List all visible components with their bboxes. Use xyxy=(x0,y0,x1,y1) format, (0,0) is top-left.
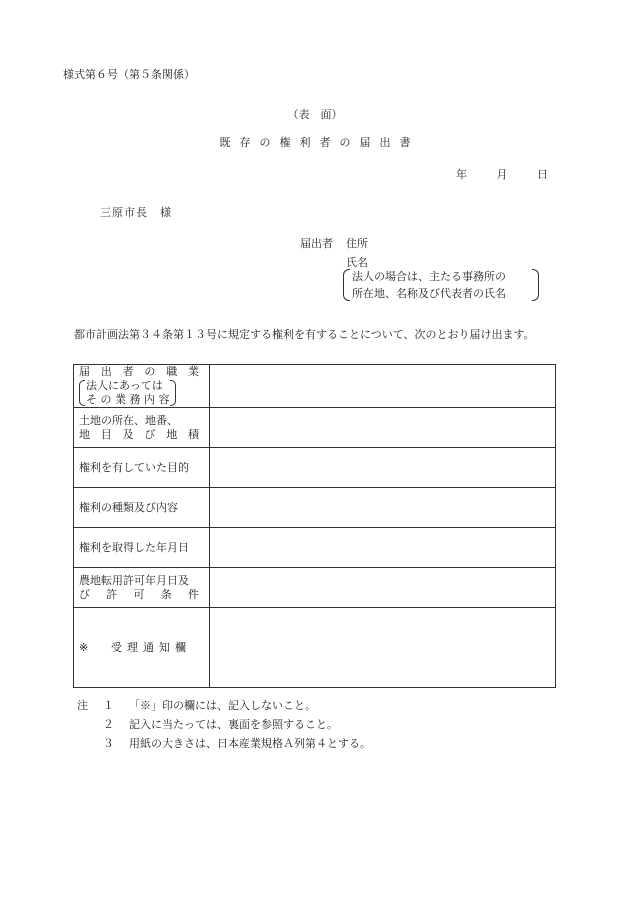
land-input-cell[interactable] xyxy=(210,408,556,448)
table-row xyxy=(74,488,556,528)
table-row xyxy=(74,448,556,488)
farmland-label-line2: び 許 可 条 件 xyxy=(79,587,199,601)
farmland-label-line1: 農地転用許可年月日及 xyxy=(79,573,189,587)
note-text: 「※」印の欄には、記入しないこと。 xyxy=(129,699,316,712)
receipt-notice-cell xyxy=(210,608,556,688)
table-row xyxy=(74,608,556,688)
form-number: 様式第６号（第５条関係） xyxy=(63,68,195,81)
land-label-line1: 土地の所在、地番、 xyxy=(79,413,178,427)
receipt-label: 受理通知欄 xyxy=(111,640,191,654)
right-bracket xyxy=(532,269,539,301)
filer-name-label: 氏名 xyxy=(346,256,368,269)
table-row xyxy=(74,365,556,408)
note-number: １ xyxy=(103,699,114,712)
left-bracket xyxy=(343,269,350,301)
occupation-input-cell[interactable] xyxy=(210,365,556,408)
table-row xyxy=(74,528,556,568)
corporate-note xyxy=(343,268,539,302)
side-label: （表 面） xyxy=(287,108,343,121)
occupation-label-line3: そ の 業 務 内 容 xyxy=(86,393,170,406)
note-text: 用紙の大きさは、日本産業規格Ａ列第４とする。 xyxy=(129,737,371,750)
note-number: ２ xyxy=(103,718,114,731)
addressee: 三原市長 様 xyxy=(100,206,172,219)
date-month-label: 月 xyxy=(496,168,508,181)
date-line xyxy=(456,166,548,182)
row-label-receipt-notice xyxy=(74,608,210,688)
receipt-mark: ※ xyxy=(79,640,89,654)
row-label-purpose: 権利を有していた目的 xyxy=(74,448,210,488)
row-label-farmland-permit xyxy=(74,568,210,608)
purpose-input-cell[interactable] xyxy=(210,448,556,488)
notes-label: 注 xyxy=(77,699,88,712)
document-title: 既存の権利者の届出書 xyxy=(219,136,420,149)
intro-paragraph: 都市計画法第３４条第１３号に規定する権利を有することについて、次のとおり届け出ます。 xyxy=(74,328,535,341)
table-row xyxy=(74,568,556,608)
corporate-note-line2: 所在地、名称及び代表者の氏名 xyxy=(352,287,506,300)
acquisition-date-input-cell[interactable] xyxy=(210,528,556,568)
row-label-occupation xyxy=(74,365,210,408)
date-year-label: 年 xyxy=(456,168,467,181)
filer-label: 届出者 xyxy=(300,237,333,250)
occupation-label-line2: 法人にあっては xyxy=(86,379,163,392)
note-text: 記入に当たっては、裏面を参照すること。 xyxy=(129,718,338,731)
corporate-note-line1: 法人の場合は、主たる事務所の xyxy=(352,270,506,283)
row-label-acquisition-date: 権利を取得した年月日 xyxy=(74,528,210,568)
row-label-right-type: 権利の種類及び内容 xyxy=(74,488,210,528)
farmland-permit-input-cell[interactable] xyxy=(210,568,556,608)
row-label-land xyxy=(74,408,210,448)
form-table xyxy=(73,364,556,688)
occupation-label-line1: 届 出 者 の 職 業 xyxy=(79,365,199,378)
note-number: ３ xyxy=(103,737,114,750)
occupation-paren-note xyxy=(79,379,176,407)
right-type-input-cell[interactable] xyxy=(210,488,556,528)
date-day-label: 日 xyxy=(537,168,548,181)
land-label-line2: 地 目 及 び 地 積 xyxy=(79,427,199,441)
filer-address-label: 住所 xyxy=(346,237,368,250)
table-row xyxy=(74,408,556,448)
